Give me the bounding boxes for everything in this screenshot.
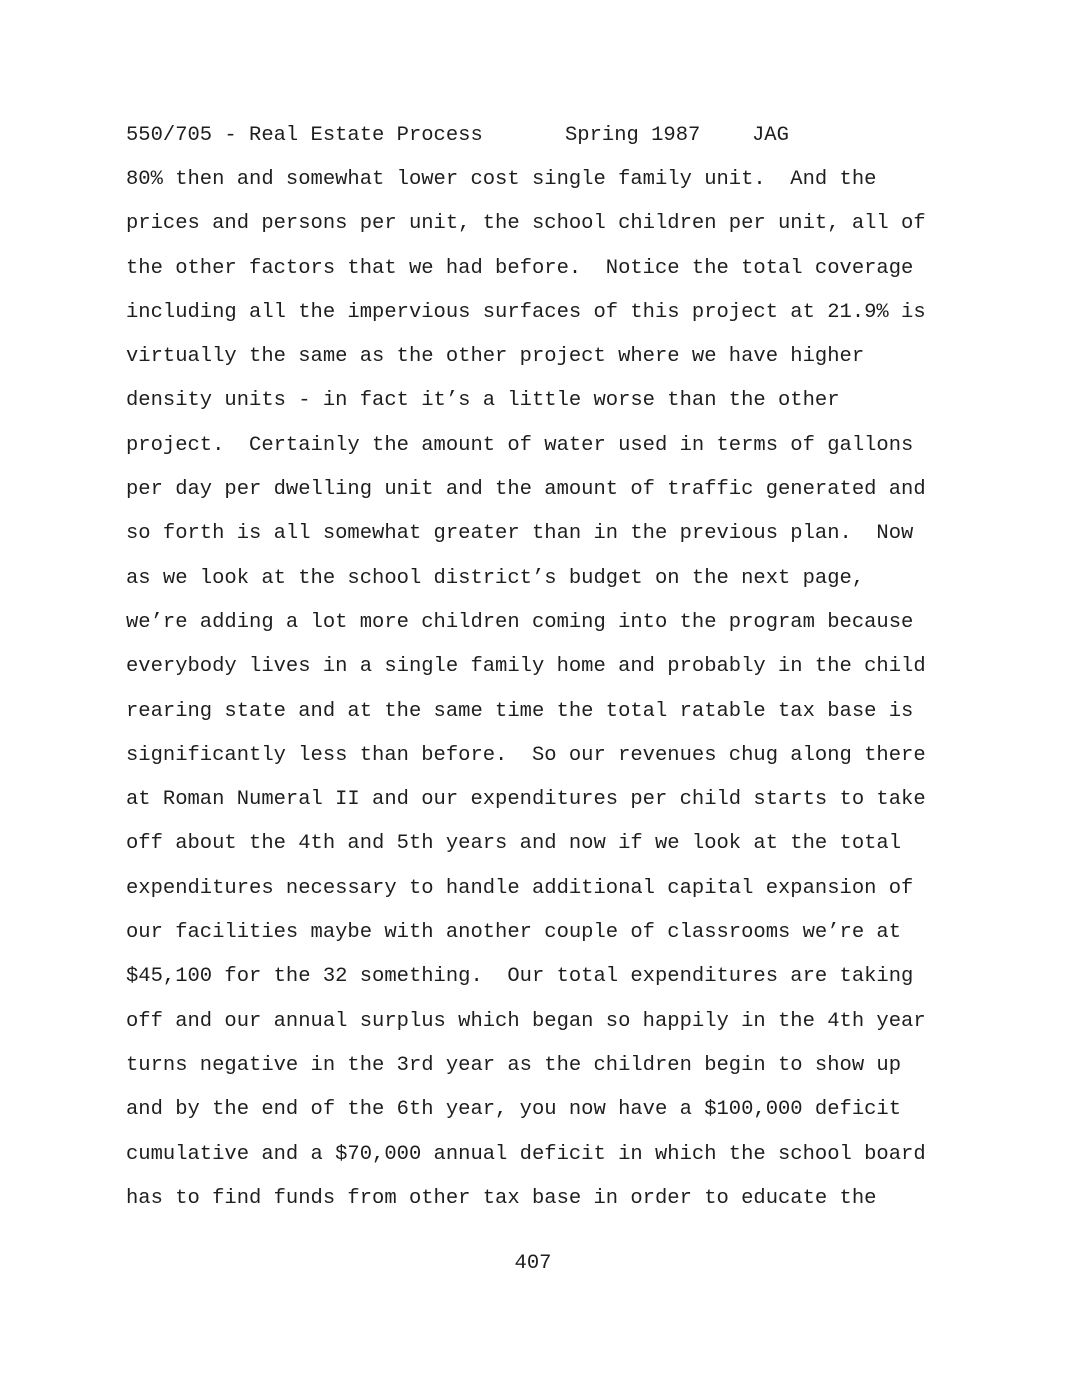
text-line: virtually the same as the other project where we have higher (126, 345, 865, 369)
text-line: 80% then and somewhat lower cost single family unit. And the (126, 168, 877, 191)
text-line: significantly less than before. So our revenues chug along there (126, 743, 926, 767)
text-line: off and our annual surplus which began so happily in the 4th year (126, 1009, 926, 1033)
transcript-body (126, 167, 926, 1230)
text-line: including all the impervious surfaces of this project at 21.9% is (126, 300, 926, 324)
term-label: Spring 1987 (565, 124, 701, 147)
text-line: we’re adding a lot more children coming into the program because (126, 610, 914, 634)
course-title: 550/705 - Real Estate Process (126, 124, 483, 147)
author-initials: JAG (752, 124, 789, 147)
text-line: at Roman Numeral II and our expenditures per child starts to take (126, 788, 926, 812)
text-line: has to find funds from other tax base in order to educate the (126, 1186, 877, 1210)
text-line: off about the 4th and 5th years and now if we look at the total (126, 832, 902, 856)
text-line: expenditures necessary to handle additional capital expansion of (126, 876, 914, 900)
text-line: per day per dwelling unit and the amount of traffic generated and (126, 478, 926, 502)
page-number: 407 (514, 1252, 552, 1275)
text-line: everybody lives in a single family home and probably in the child (126, 655, 926, 679)
text-line: turns negative in the 3rd year as the children begin to show up (126, 1053, 902, 1077)
text-line: our facilities maybe with another couple of classrooms we’re at (126, 921, 902, 945)
text-line: prices and persons per unit, the school children per unit, all of (126, 212, 926, 236)
text-line: and by the end of the 6th year, you now have a $100,000 deficit (126, 1098, 902, 1122)
text-line: rearing state and at the same time the total ratable tax base is (126, 699, 914, 723)
text-line: as we look at the school district’s budget on the next page, (126, 566, 865, 590)
text-line: the other factors that we had before. Notice the total coverage (126, 256, 914, 280)
text-line: project. Certainly the amount of water used in terms of gallons (126, 433, 914, 457)
text-line: cumulative and a $70,000 annual deficit in which the school board (126, 1142, 926, 1166)
text-line: so forth is all somewhat greater than in the previous plan. Now (126, 522, 914, 546)
text-line: $45,100 for the 32 something. Our total expenditures are taking (126, 965, 914, 989)
text-line: density units - in fact it’s a little worse than the other (126, 389, 840, 413)
